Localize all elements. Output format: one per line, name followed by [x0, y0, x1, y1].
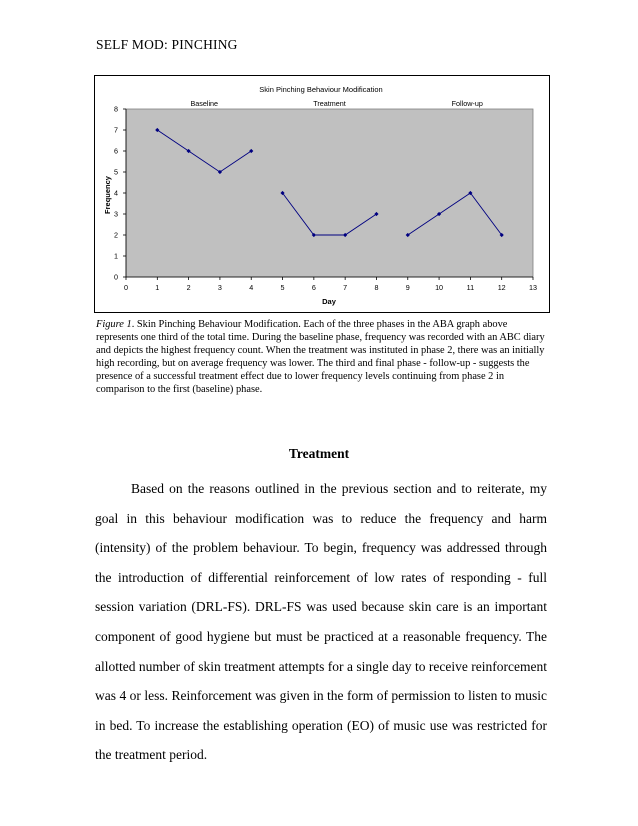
x-tick-label: 2 — [186, 283, 191, 292]
phase-label: Follow-up — [451, 99, 483, 108]
caption-text: . Skin Pinching Behaviour Modification. Each of the three phases in the ABA graph above represents one third of the total time. During the baseline phase, frequency was recorded with an ABC diary and depicts the highest frequency count. When the treatment was instituted in phase 2, there was an initially high recording, but on average frequency was lower. The third and final phase - follow-up - suggests the presence of a successful treatment effect due to lower frequency levels continuing from phase 2 in comparison to the first (baseline) phase. — [96, 319, 545, 395]
y-tick-label: 7 — [114, 125, 118, 135]
x-tick-label: 4 — [249, 283, 254, 292]
x-tick-label: 10 — [435, 283, 444, 292]
x-tick-label: 9 — [405, 283, 410, 292]
y-tick-label: 4 — [114, 188, 118, 198]
body-paragraph: Based on the reasons outlined in the previous section and to reiterate, my goal in this behaviour modification was to reduce the frequency and harm (intensity) of the problem behaviour. To begin, frequency was addressed through the introduction of differential reinforcement of low rates of responding - full session variation (DRL-FS). DRL-FS was used because skin care is an important component of good hygiene but must be practiced at a reasonable frequency. The allotted number of skin treatment attempts for a single day to receive reinforcement was 4 or less. Reinforcement was given in the form of permission to listen to music in bed. To increase the establishing operation (EO) of music use was restricted for the treatment period. — [95, 481, 547, 763]
y-tick-label: 0 — [114, 272, 118, 282]
running-head: SELF MOD: PINCHING — [96, 37, 238, 52]
phase-label: Baseline — [190, 99, 219, 108]
line-chart — [95, 76, 549, 312]
chart-title: Skin Pinching Behaviour Modification — [259, 85, 383, 94]
figure-caption — [96, 318, 548, 396]
x-tick-label: 3 — [217, 283, 222, 292]
x-tick-label: 7 — [343, 283, 348, 292]
x-axis-label: Day — [322, 297, 336, 306]
caption-label: Figure 1 — [96, 319, 132, 330]
x-tick-label: 0 — [124, 283, 128, 292]
x-tick-label: 12 — [497, 283, 506, 292]
section-heading: Treatment — [288, 446, 350, 461]
x-tick-label: 1 — [155, 283, 160, 292]
x-tick-label: 13 — [529, 283, 537, 292]
y-tick-label: 2 — [114, 230, 118, 240]
y-tick-label: 1 — [114, 251, 118, 261]
x-tick-label: 6 — [311, 283, 316, 292]
y-tick-label: 6 — [114, 146, 118, 156]
y-tick-label: 3 — [114, 209, 118, 219]
x-tick-label: 5 — [280, 283, 285, 292]
y-tick-label: 5 — [114, 167, 118, 177]
x-tick-label: 11 — [466, 283, 475, 292]
y-tick-label: 8 — [114, 104, 118, 114]
phase-label: Treatment — [313, 99, 346, 108]
figure-chart-frame — [94, 75, 550, 313]
y-axis-label: Frequency — [103, 176, 112, 214]
x-tick-label: 8 — [374, 283, 379, 292]
